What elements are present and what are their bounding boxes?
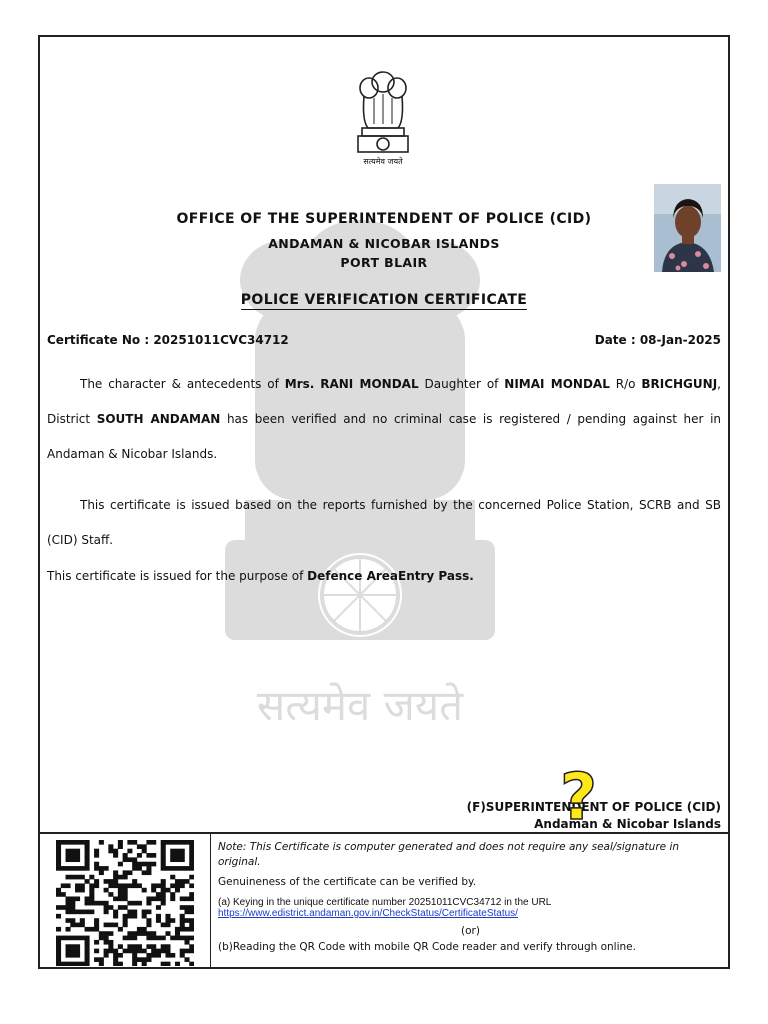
region-heading: ANDAMAN & NICOBAR ISLANDS bbox=[268, 236, 500, 251]
verification-url-link[interactable]: https://www.edistrict.andaman.gov.in/CheckStatus/CertificateStatus/ bbox=[218, 908, 518, 919]
certificate-date bbox=[595, 333, 721, 347]
or-text: (or) bbox=[461, 925, 480, 937]
emblem-motto: सत्यमेव जयते bbox=[363, 157, 403, 166]
qr-code-icon[interactable] bbox=[56, 840, 194, 966]
reports-paragraph: This certificate is issued based on the reports furnished by the concerned Police Station, SCRB and SB (CID) Staff. bbox=[47, 498, 721, 547]
office-heading: OFFICE OF THE SUPERINTENDENT OF POLICE (CID) bbox=[176, 211, 592, 227]
verification-footer bbox=[38, 832, 730, 969]
purpose: Defence AreaEntry Pass. bbox=[307, 569, 474, 583]
residence: BRICHGUNJ bbox=[641, 377, 718, 391]
question-mark-icon: ? bbox=[560, 761, 598, 835]
option-b-text: (b)Reading the QR Code with mobile QR Code reader and verify through online. bbox=[218, 941, 636, 953]
signatory-designation: (F)SUPERINTENDENT OF POLICE (CID) bbox=[466, 800, 721, 814]
date-value: 08-Jan-2025 bbox=[639, 333, 721, 347]
certificate-number-label: Certificate No : bbox=[47, 333, 154, 347]
verification-notes bbox=[218, 840, 723, 953]
qr-code-box bbox=[38, 834, 211, 969]
national-emblem-icon bbox=[352, 66, 414, 158]
district: SOUTH ANDAMAN bbox=[96, 412, 221, 426]
certificate-title: POLICE VERIFICATION CERTIFICATE bbox=[240, 292, 528, 308]
computer-generated-note: Note: This Certificate is computer generated and does not require any seal/signature in original. bbox=[218, 841, 680, 868]
option-a-text: (a) Keying in the unique certificate number 20251011CVC34712 in the URL bbox=[218, 897, 552, 908]
date-label: Date : bbox=[594, 333, 640, 347]
verification-paragraph: The character & antecedents of Mrs. RANI MONDAL Daughter of NIMAI MONDAL R/o BRICHGUNJ, District SOUTH ANDAMAN has been verified and no criminal case is registered / pending against her in Andaman & Nicobar Islands. bbox=[47, 377, 722, 461]
watermark-motto: सत्यमेव जयते bbox=[256, 681, 464, 730]
genuineness-text: Genuineness of the certificate can be verified by. bbox=[218, 876, 477, 888]
city-heading: PORT BLAIR bbox=[340, 255, 428, 270]
certificate-number-value: 20251011CVC34712 bbox=[153, 333, 289, 347]
salutation: Mrs. bbox=[284, 377, 315, 391]
purpose-paragraph: This certificate is issued for the purpose of Defence AreaEntry Pass. bbox=[47, 569, 474, 583]
applicant-name: RANI MONDAL bbox=[320, 377, 419, 391]
certificate-number bbox=[47, 333, 289, 347]
signatory-region: Andaman & Nicobar Islands bbox=[534, 817, 721, 831]
father-name: NIMAI MONDAL bbox=[504, 377, 610, 391]
